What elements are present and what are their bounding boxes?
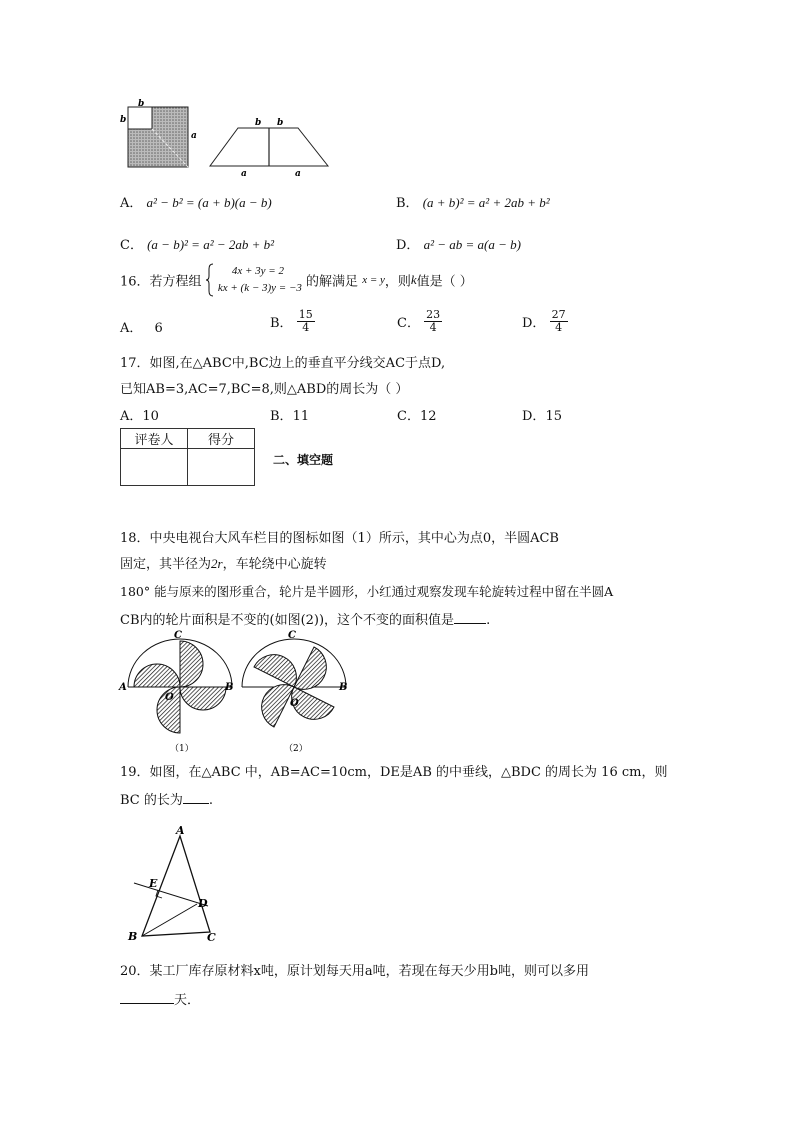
label-b-left: b xyxy=(120,115,127,125)
q17-option-b[interactable]: B．11 xyxy=(270,409,310,424)
q19-line1: 19．如图，在△ABC 中，AB=AC=10cm，DE是AB 的中垂线，△BDC 的周长为 16 cm，则 xyxy=(120,765,668,780)
fig1-caption: （1） xyxy=(170,744,194,754)
q17-option-d[interactable]: D．15 xyxy=(522,409,562,424)
label-a1: a xyxy=(241,169,247,178)
q17-option-a[interactable]: A．10 xyxy=(120,409,159,424)
label-a2: a xyxy=(295,169,301,178)
label-a-right: a xyxy=(191,131,197,141)
q15-option-a[interactable]: A． a² − b² = (a + b)(a − b) xyxy=(120,195,272,211)
fraction: $\frac{23}{4}$ xyxy=(426,308,441,334)
q15-option-d[interactable]: D． a² − ab = a(a − b) xyxy=(396,237,521,253)
grader-cell[interactable] xyxy=(121,449,188,486)
score-table-header-grader: 评卷人 xyxy=(121,429,188,449)
q15-figure-square xyxy=(118,98,208,170)
label-b-top: b xyxy=(138,99,145,109)
q16-option-a[interactable]: A． 6 xyxy=(120,321,163,336)
q19-figure-triangle xyxy=(122,822,232,947)
q17-option-c[interactable]: C．12 xyxy=(397,409,437,424)
q18-line1: 18．中央电视台大风车栏目的图标如图（1）所示，其中心为点0，半圆ACB xyxy=(120,531,559,546)
q17-line2: 已知AB=3,AC=7,BC=8,则△ABD的周长为（ ） xyxy=(120,382,409,397)
score-table-header-score: 得分 xyxy=(188,429,255,449)
label-b1: b xyxy=(255,118,262,128)
fig1-label-a: A xyxy=(119,682,127,693)
fig-label-a: A xyxy=(176,824,185,837)
label-b2: b xyxy=(277,118,284,128)
q15-option-b[interactable]: B． (a + b)² = a² + 2ab + b² xyxy=(396,195,550,211)
fraction: $\frac{27}{4}$ xyxy=(551,308,566,334)
fig2-caption: （2） xyxy=(284,744,308,754)
answer-blank[interactable] xyxy=(120,1003,174,1004)
fig-label-e: E xyxy=(149,877,158,890)
q18-line3: 180° 能与原来的图形重合，轮片是半圆形，小红通过观察发现车轮旋转过程中留在半圆A xyxy=(120,584,614,599)
fig-label-c: C xyxy=(207,931,216,944)
fig2-label-c: C xyxy=(288,630,296,641)
q18-line2: 固定，其半径为2r，车轮绕中心旋转 xyxy=(120,556,327,572)
fig2-label-o: O xyxy=(290,698,299,709)
q15-option-c[interactable]: C． (a − b)² = a² − 2ab + b² xyxy=(120,237,275,253)
section-title: 二、填空题 xyxy=(273,453,334,467)
score-table xyxy=(120,428,255,486)
fig1-label-b: B xyxy=(225,682,234,693)
q20-line2: 天． xyxy=(120,989,200,1008)
q15-figure-trapezoid xyxy=(205,114,335,178)
q16-eq1: 4x + 3y = 2 xyxy=(231,265,284,277)
fig-label-b: B xyxy=(128,930,138,943)
q16-stem: 16．若方程组 4x + 3y = 2 kx + (k − 3)y = −3 的解满足 x = y，则k值是（ ） xyxy=(120,263,473,297)
fraction: $\frac{15}{4}$ xyxy=(298,308,313,334)
answer-blank[interactable] xyxy=(454,623,486,624)
fig1-label-c: C xyxy=(174,630,182,641)
q20-line1: 20．某工厂库存原材料x吨，原计划每天用a吨，若现在每天少用b吨，则可以多用 xyxy=(120,964,589,979)
fig1-label-o: O xyxy=(165,692,174,703)
answer-blank[interactable] xyxy=(183,803,209,804)
fig2-label-b: B xyxy=(339,682,348,693)
score-cell[interactable] xyxy=(188,449,255,486)
q17-line1: 17．如图,在△ABC中,BC边上的垂直平分线交AC于点D, xyxy=(120,356,446,371)
q16-option-d[interactable]: D． $\frac{27}{4}$ xyxy=(522,308,566,334)
q18-figure-windmill xyxy=(118,626,358,756)
q16-eq2: kx + (k − 3)y = −3 xyxy=(217,282,302,294)
fig-label-d: D xyxy=(198,897,208,910)
q19-line2: BC 的长为 . xyxy=(120,793,214,808)
q16-option-b[interactable]: B． $\frac{15}{4}$ xyxy=(270,308,313,334)
q16-option-c[interactable]: C． $\frac{23}{4}$ xyxy=(397,308,441,334)
brace-icon xyxy=(206,263,214,297)
q18-line4: CB内的轮片面积是不变的(如图(2))，这个不变的面积值是 . xyxy=(120,613,491,628)
